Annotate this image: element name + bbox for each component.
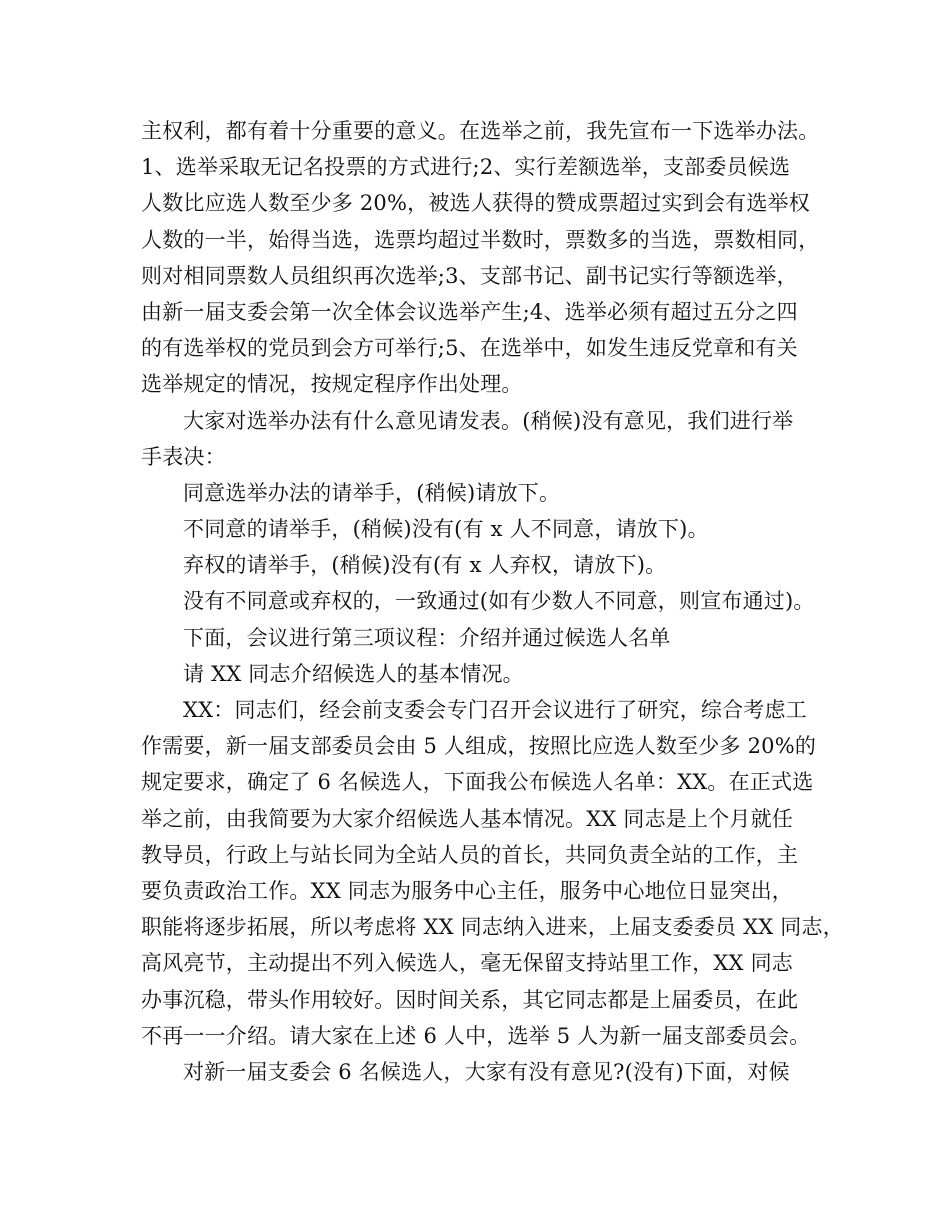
text-line: 主权利，都有着十分重要的意义。在选举之前，我先宣布一下选举办法。: [141, 119, 820, 143]
text-line: 要负责政治工作。XX 同志为服务中心主任，服务中心地位日显突出，: [141, 878, 793, 903]
text-line: 同意选举办法的请举手，(稍候)请放下。: [183, 480, 561, 505]
text-line: 大家对选举办法有什么意见请发表。(稍候)没有意见，我们进行举: [183, 408, 794, 433]
text-line: 职能将逐步拓展，所以考虑将 XX 同志纳入进来，上届支委委员 XX 同志，: [141, 915, 844, 940]
text-line: 不再一一介绍。请大家在上述 6 人中，选举 5 人为新一届支部委员会。: [141, 1023, 811, 1048]
text-line: 选举规定的情况，按规定程序作出处理。: [141, 372, 523, 397]
text-line: 举之前，由我简要为大家介绍候选人基本情况。XX 同志是上个月就任: [141, 806, 793, 831]
text-line: 人数的一半，始得当选，选票均超过半数时，票数多的当选，票数相同，: [141, 227, 820, 252]
text-line: 由新一届支委会第一次全体会议选举产生;4、选举必须有超过五分之四: [141, 299, 798, 324]
text-line: 手表决：: [141, 444, 226, 469]
text-line: 弃权的请举手，(稍候)没有(有 x 人弃权，请放下)。: [183, 553, 667, 578]
text-line: 1、选举采取无记名投票的方式进行;2、实行差额选举，支部委员候选: [141, 155, 791, 180]
text-line: 则对相同票数人员组织再次选举;3、支部书记、副书记实行等额选举，: [141, 263, 798, 288]
text-line: 请 XX 同志介绍候选人的基本情况。: [183, 661, 524, 686]
text-line: 高风亮节，主动提出不列入候选人，毫无保留支持站里工作，XX 同志: [141, 951, 793, 976]
text-line: 对新一届支委会 6 名候选人，大家有没有意见?(没有)下面，对候: [183, 1059, 790, 1084]
text-line: 办事沉稳，带头作用较好。因时间关系，其它同志都是上届委员，在此: [141, 987, 799, 1012]
text-line: 不同意的请举手，(稍候)没有(有 x 人不同意，请放下)。: [183, 517, 709, 542]
text-line: 下面，会议进行第三项议程：介绍并通过候选人名单: [183, 625, 671, 650]
text-line: 作需要，新一届支部委员会由 5 人组成，按照比应选人数至少多 20%的: [141, 734, 817, 759]
text-line: 没有不同意或弃权的，一致通过(如有少数人不同意，则宣布通过)。: [183, 589, 815, 614]
text-line: 人数比应选人数至少多 20%，被选人获得的赞成票超过实到会有选举权: [141, 191, 810, 216]
document-body: [141, 113, 844, 1090]
text-line: 教导员，行政上与站长同为全站人员的首长，共同负责全站的工作，主: [141, 842, 799, 867]
text-line: 规定要求，确定了 6 名候选人，下面我公布候选人名单：XX。在正式选: [141, 770, 814, 795]
text-line: XX：同志们，经会前支委会专门召开会议进行了研究，综合考虑工: [183, 698, 807, 722]
text-line: 的有选举权的党员到会方可举行;5、在选举中，如发生违反党章和有关: [141, 336, 798, 361]
